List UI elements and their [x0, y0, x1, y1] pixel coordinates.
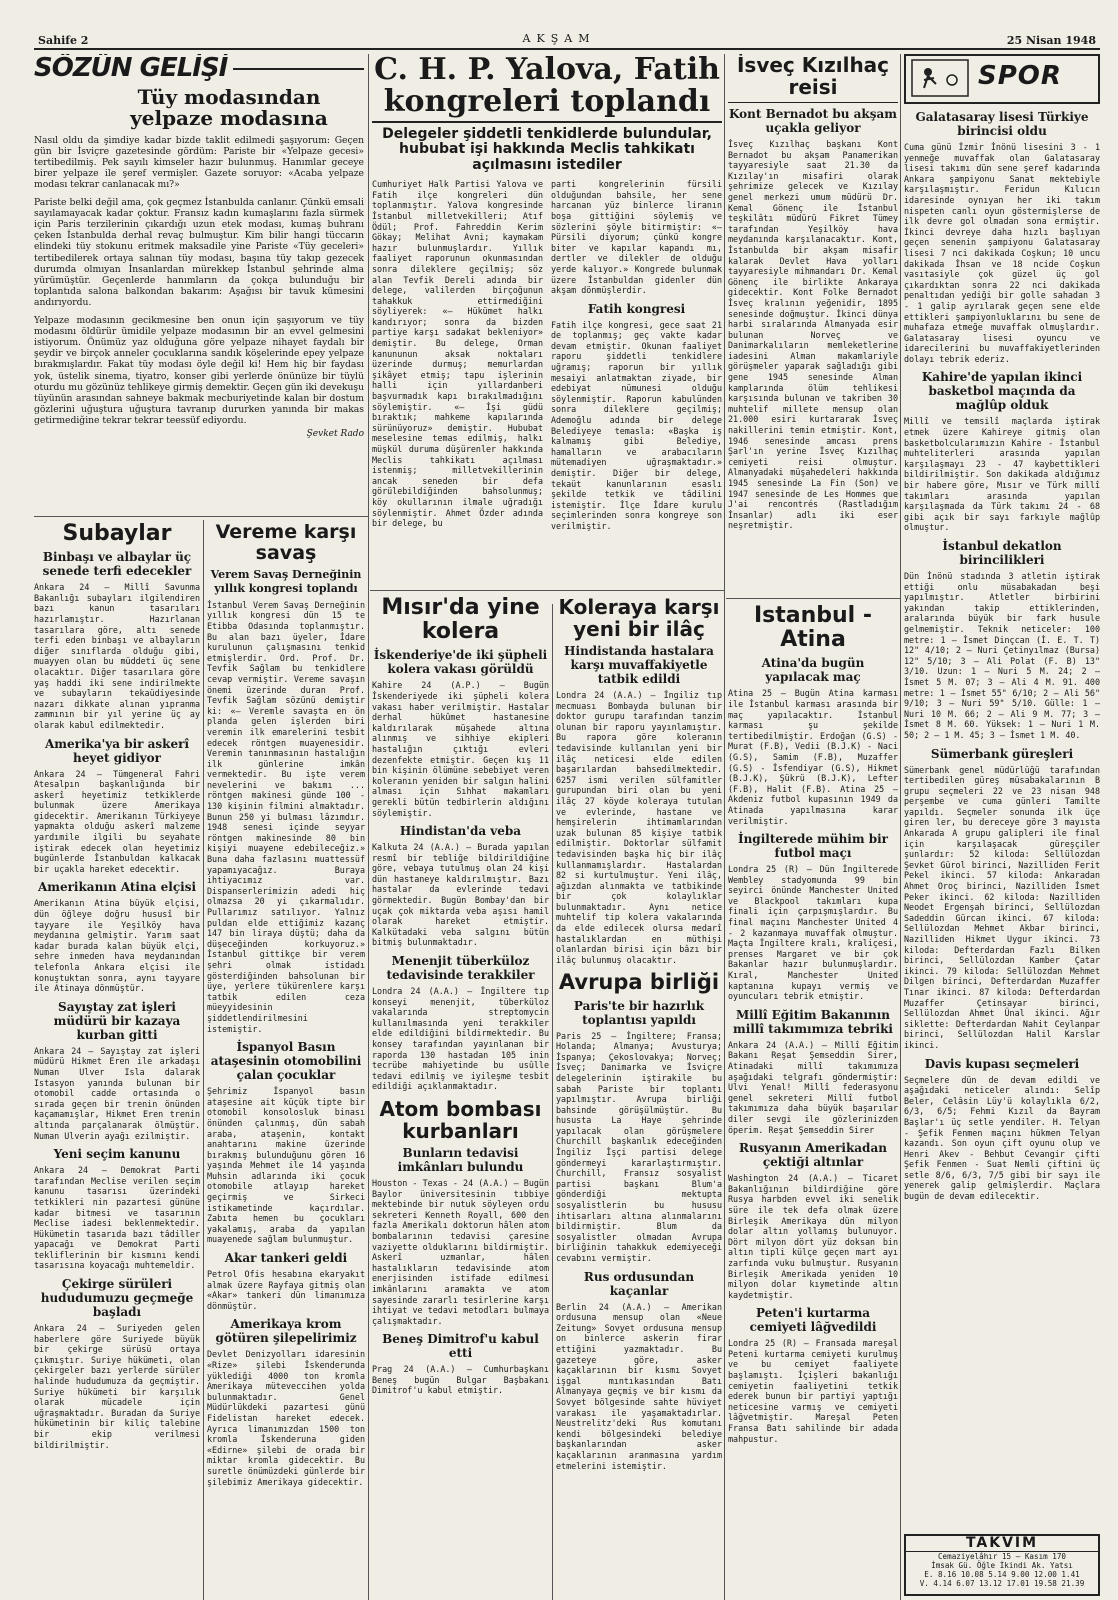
news-headline: Akar tankeri geldi	[224, 1251, 348, 1266]
section-title: İstanbul - Atina	[753, 604, 873, 653]
column-divider	[368, 54, 369, 1600]
spor-logo	[904, 54, 1100, 104]
news-body: Fatih ilçe kongresi, gece saat 21 de toplanmış; geç vakte kadar devam etmiştir. Okunan faaliyet raporu şiddetli tenkidlere uğramış; raporun bir yıllık mesaiyi anlatmaktan ziyade, bir edebiyat nümunesi olduğu söylenmiştir. Raporun kabulünden sonra dileklere geçilmiş; Ademoğlu adında bir delege Belediyeye temasla: «Başka iş kalmamış gibi Belediye, hamalların ve arabacıların mütemadiyen uğraşmaktadır.» demiştir. Diğer bir delege, tekaüt kanunlarının esaslı şekilde tetkik ve tâdilini istemiştir. İlçe İdare kurulu seçimlerinden sonra kongreye son verilmiştir.	[551, 319, 722, 531]
news-body: Ankara 24 — Demokrat Parti tarafından Meclise verilen seçim kanunu tasarısı üzerindeki tetkikleri nin pazartesi gününe kadar bitmesi ve tasarının Meclise iadesi beklenmektedir. Hükümetin tasarıda bazı tâdiller yapacağı ve Demokrat Parti tekliflerinin bir kısmını kendi tasarısına koyacağı muhtemeldir.	[34, 1165, 200, 1271]
section-title: Subaylar	[62, 522, 172, 546]
newspaper-name: AKŞAM	[522, 32, 596, 45]
news-headline: Beneş Dimitrof'u kabul etti	[382, 1332, 539, 1361]
news-headline: Hindistan'da veba	[399, 824, 522, 839]
news-body: Petrol Ofis hesabına ekaryakıt almak üzere Rayfaya gitmiş olan «Akar» tankeri dün limanımıza dönmüştür.	[207, 1269, 365, 1311]
section-divider	[370, 590, 724, 591]
takvim-title: TAKVİM	[906, 1536, 1098, 1552]
news-body: Ankara 24 (A.A.) — Millî Eğitim Bakanı Reşat Şemseddin Sirer, Atinadaki millî takımımıza aşağıdaki telgrafı göndermiştir: Ulvi Yenal! Millî federasyonu genel sekreteri Millî futbol takımımıza daha büyük başarılar diler sevgi ile gözlerinizden öperim. Reşat Şemseddin Sirer	[728, 1039, 898, 1135]
news-headline: Amerikanın Atina elçisi	[37, 880, 197, 895]
masthead	[0, 0, 1118, 47]
news-headline: Sümerbank güreşleri	[930, 746, 1074, 761]
section-subtitle: Hindistanda hastalara karşı muvaffakiyetle tatbik edildi	[564, 644, 714, 686]
news-headline: Davis kupası seçmeleri	[924, 1056, 1080, 1071]
column-divider	[203, 520, 204, 1600]
news-body: Millî ve temsilî maçlarda iştirak etmek üzere Kahireye gitmiş olan basketbolcularımızın Kahire - İstanbul muhteliterleri arasında yapılan karşılaşmayı 23 - 47 kaybettikleri bildirilmiştir. Son dakikada aldığımız bir habere göre, Mısır ve Türk millî takımları arasında yapılan karşılaşmada da Türk takımı 24 - 68 gibi açık bir sayı farkıyle mağlûp olmuştur.	[904, 416, 1100, 533]
article-paragraph: Pariste belki değil ama, çok geçmez İstanbulda canlanır. Çünkü emsali sayılamayacak kadar çoktur. Fransız kadın kumaşlarını fazla sürmek için Paris terzilerinin çıkardığı uzun etek modası, kumaş buhranı çeken İstanbulda derhal revaç bulmuştur. Kim bilir hangi tüccarın elindeki tüy stokunu eritmek maksadile yine Pariste «Tüy geceleri» tertibedilerek ortaya salınan tüy modası, başına tüy takıp gezecek durumda olmıyan İnsanlardan mürekkep İstanbul şehrinde alma yürümüştür. Geçenlerde hanımların da çokça bulunduğu bir toplantıda salona balkondan bakarım: Aşağısı bir tavuk kümesini andırıyordu.	[34, 196, 364, 309]
news-body: Sümerbank genel müdürlüğü tarafından tertibedilen güreş müsabakalarının B grupu seçmeleri 22 ve 23 nisan 948 perşembe ve cuma günleri Tamilte yapıldı. Seçmeler sonunda ilk üçe giren ler, bu dereceye göre 3 mayısta Ankarada A grupu galipleri ile final için karşılaşacak güreşçiler şunlardır: 52 kiloda: Sellülozdan Şevket Gürol birinci, Nazilliden Ferit Pekel ikinci. 57 kiloda: Ankaradan Ahmet Oroç birinci, Nazilliden İsmet Peker ikinci. 62 kiloda: Nazilliden Neodet Ergenşah birinci, Sellülozdan Sadeddin Gürcan ikinci. 67 kiloda: Sellülozdan Mehmet Akbar birinci, Nazilliden Hikmet Uygur ikinci. 73 kiloda: Defterdardan Fazlı Bilken birinci, Sellülozdan Kamber Çatar ikinci. 79 kiloda: Sellülozdan Mehmet Dilgen birinci, Defterdardan Muzaffer Tınar ikinci. 87 kiloda: Defterdardan Muzaffer Çetinsayar birinci, Sellülozdan Ahmet Ünal ikinci. Ağır siklette: Defterdardan Nahit Ceylanpar birinci, Sellülozdan Halil Karslar ikinci.	[904, 764, 1100, 1050]
takvim-row-v: V. 4.14 6.07 13.12 17.01 19.58 21.39	[919, 1579, 1085, 1589]
section-title: İsveç Kızılhaç reisi	[736, 54, 890, 99]
sozun-gelisi-article	[34, 54, 364, 514]
column-1-news	[34, 522, 200, 1598]
column-logo: SÖZÜN GELİŞİ	[34, 54, 228, 83]
news-body: Londra 24 (A.A.) — İngiliz tıp mecmuası Bombayda bulunan bir doktor gurupu tarafından tanzim olunan bir raporu yayınlamıştır. Bu rapora göre koleranın tedavisinde kullanılan yeni bir ilâç neticesi elde edilen başarılardan bahsedilmektedir. 6257 ismi verilen sülfamitler gurupundan biri olan bu yeni ilâç 27 köyde koleraya tutulan ve evlerinde, hastane ve hemşirelerin ihtimamlarından uzak bulunan 85 kişiye tatbik edilmiştir. Doktorlar sülfamit tedavisinden başka hiç bir ilâç kullanmamışlardır. Hastalardan 82 si kurtulmuştur. Yeni ilâç, ağızdan alınmakta ve tatbikinde bir çok kolaylıklar bulunmaktadır. Aynı netice muhtelif tip kolera vakalarında da elde edilecek olursa medarî hastalıklardan en müthişi olanlardan birisi için bâzı bir ilâç bulunmuş olacaktır.	[556, 690, 722, 965]
news-body: Ankara 24 — Millî Savunma Bakanlığı subayları ilgilendiren bazı kanun tasarıları hazırlamıştır. Hazırlanan tasarılara göre, altı senede terfi eden binbaşı ve albayların diğer sınıflarda olduğu gibi, muayyen olan bu müddeti üç sene olacaktır. Diğer tasarılara göre yaş haddi iki sene indirilmekte ve subayların tekaüdiyesinde nazarı dikkate alınan yıpranma zammının bir yıl yerine üç ay olarak kabul edilmektedir.	[34, 582, 200, 730]
news-body: Paris 25 — İngiltere; Fransa; Holanda; Almanya; Avusturya; İspanya; Çekoslovakya; Norveç; İsveç; Danimarka ve İsviçre delegelerinin iştirakile bu sabah Pariste bir toplantı yapılmıştır. Avrupa birliği bahsinde görüşülmüştür. Bu hususta La Haye şehrinde yapılacak olan görüşmelere Churchill başkanlık edeceğinden İngiliz İşçi partisi delege göndermeyi kararlaştırmıştır. Churchill, Fransız sosyalist partisi başkanı Blum'a gönderdiği mektupta sosyalistlerin bu hususu ihtisarları altına alınmalarını bildirmiştir. Blum da sosyalistler olmadan Avrupa birliğinin tahakkuk edemiyeceği cevabını vermiştir.	[556, 1030, 722, 1263]
section-title: Vereme karşı savaş	[215, 522, 357, 564]
news-body: Şehrimiz İspanyol basın ataşesine ait küçük tipte bir otomobil konsolosluk binası önünden çalınmış, dün sabah araba, ataşenin, kontakt anahtarını makine üzerinde bırakmış bulunduğunu gören 16 yaşında Mehmet ile 14 yaşında Muhsin adlarında iki çocuk otomobile atlayıp hareket geçirmiş ve Sirkeci istikametinde kaçırdılar. Zabıta hemen bu çocukları yakalamış, araba da yapılan muayenede sağlam bulunmuştur.	[207, 1086, 365, 1245]
section-subtitle: İskenderiye'de iki şüpheli kolera vakası görüldü	[373, 648, 548, 677]
chp-body-right	[551, 179, 722, 531]
news-headline: İngilterede mühim bir futbol maçı	[737, 832, 889, 861]
takvim-box	[904, 1534, 1100, 1596]
news-body: Kalkuta 24 (A.A.) — Burada yapılan resmî bir tebliğe bildirildiğine göre, vebaya tutulmuş olan 24 kişi dün hastaneye kaldırılmıştır. Bazı hastalar da evlerinde tedavi görmektedir. Bugün Bombay'dan bir uçak çok miktarda veba aşısı hamil olarak hareket etmiştir. Kalkütadaki veba salgını bütün bitmiş bulunmaktadır.	[372, 842, 549, 948]
news-headline: Amerikaya krom götüren şilepelirimiz	[215, 1317, 357, 1346]
section-divider	[726, 598, 900, 599]
author-signature: Şevket Rado	[306, 428, 364, 439]
column-divider	[900, 54, 901, 1600]
news-headline: Amerika'ya bir askerî heyet gidiyor	[44, 736, 190, 765]
top-rule	[34, 48, 1100, 50]
news-body: İstanbul Verem Savaş Derneğinin yıllık kongresi dün 15 te Etibba Odasında toplanmıştır. Bu alan bazı üyeler, İdare kurulunun çalışmasını tenkid etmişlerdir. Ord. Prof. Dr. Tevfik Sağlam bu tenkidlere cevap vermiştir. Vereme savaşın önemi üzerinde duran Prof. Tevfik Sağlam sözünü demiştir ki: «— Veremle savaşta en ön planda gelen işlerden biri veremin ilk emarelerini tesbit edecek röntgen muayenesidir. Veremin tanınmasının hastalığın ilk günlerine imkân vermektedir. Bu işte verem nevelerini ve bakımı ... röntgen makinesi günde 100 - 130 kişinin filmini almaktadır. Bunun 250 yi bulması lâzımdır. 1948 senesi içinde seyyar röntgen makinesinde 80 bin kişiyi muayene edebileceğiz.» Buna daha fazlasını muattessüf yapamıyacağız. Buraya ihtiyacımız var. Dispanserlerimizin adedi hiç olmazsa 20 yi çıkarmalıdır. Pullarımız satılıyor. Yalnız puldan elde ettiğimiz kazanç 147 bin liraya düştü; daha da düşeceğinden korkuyoruz.» İstanbul gittikçe bir verem şehri olmak istidadı gösterdiğinden bahsolunan bir üye, yerlere tükürenlere karşı tatbik edilen ceza müeyyidesinin şiddetlendirilmesini istemiştir.	[207, 599, 365, 1034]
main-headline: C. H. P. Yalova, Fatih kongreleri toplandı	[374, 54, 720, 119]
header-rule	[233, 68, 364, 70]
takvim-subtitle: Cemaziyelâhır 15 — Kasım 170	[937, 1552, 1066, 1562]
column-misir	[372, 596, 549, 1598]
news-headline: Sayıştay zat işleri müdürü bir kazaya kurban gitti	[53, 999, 181, 1042]
section-title: Koleraya karşı yeni bir ilâç	[558, 596, 720, 641]
news-body: Cumhuriyet Halk Partisi Yalova ve Fatih ilçe kongreleri dün toplanmıştır. Yalova kongresinde İstanbul milletvekilleri; Atıf Ödül; Prof. Fahreddin Kerim Gökay; Melihat Avni; kaymakam hazır bulunmuşlardır. Yıllık faaliyet raporunun okunmasından sonra dileklere geçilmiş; söz alan Tevfik Dereli adında bir delege, valilerden birçoğunun tahakkuk ettirmediğini söyliyerek: «— Hükümet halkı kandırıyor; sonra da bizden partiye karşı sadakat bekleniyor» demiştir. Bu delege, Orman kanununun aksak noktaları üzerinde durmuş; memurlardan şikâyet etmiş; tapu işlerinin halli için yıllardanberi başvurmadık kapı bırakılmadığını söylemiştir. «— İşi güdü bıraktık; mahkeme kapılarında sürünüyoruz» demiştir. Hububat meselesine temas edilmiş, halkı müşkül duruma düşürenler hakkında Meclis tahkikatı açılması istenmiş; milletvekillerinin ancak seneden bir defa görülebildiğinden bahsolunmuş; köy okullarının ilmale uğradığı söylenmiştir. Ahmet Özder adında bir delege, bu	[372, 179, 543, 529]
news-body: Prag 24 (A.A.) — Cumhurbaşkanı Beneş bugün Bulgar Başbakanı Dimitrof'u kabul etmiştir.	[372, 1364, 549, 1396]
section-title: Atom bombası kurbanları	[379, 1096, 542, 1143]
news-headline: Fatih kongresi	[587, 301, 686, 316]
news-body: İsveç Kızılhaç başkanı Kont Bernadot bu akşam Panamerikan tayyaresiyle saat 21.30 da Kızılay'ın misafiri olarak şehrimize gelecek ve Kızılay genel merkezi umum müdürü Dr. Kemal Gönenç ile İstanbul teşkilâtı müdürü Fikret Tümey tarafından Yeşilköy hava meydanında karşılanacaktır. Kont, İstanbulda bir akşam misafir kalarak Devlet Hava yolları tayyaresiyle mihmandarı Dr. Kemal Gönenç ile birlikte Ankaraya gidecektir. Kont Folke Bernadot İsveç kralının yeğenidir, 1895 senesinde doğmuştur. İkinci dünya harbi sıralarında Almanyada esir bulunan Norveç ve Danimarkalıların memleketlerine iadesini Alman makamlariyle görüşmeler yaparak sağladığı gibi gene 1945 senesinde Alman kamplarında ölüm tehlikesi karşısında bulunan ve takriben 30 muhtelif millete mensup olan 21.000 esiri kurtararak İsveç nakillerini temin etmiştir. Kont, 1946 senesinde amcası prens Şarl'ın yerine İsveç Kızılhaç cemiyeti reisi olmuştur. Almanyadaki müşahedeleri hakkında 1945 senesinde La Fin (Son) ve 1947 senesinde de Les Hommes que J'ai rencontrés (Rastladığım İnsanlar) adlı iki eser neşretmiştir.	[728, 139, 898, 531]
news-body: Kahire 24 (A.P.) — Bugün İskenderiyede iki şüpheli kolera vakası haber verilmiştir. Hastalar derhal hükûmet hastanesine kaldırılarak müşahede altına alınmış ve sihhiye ekipleri hastalığın çıktığı evleri dezenfekte etmiştir. Geçen kış 11 bin kişinin ölümüne sebebiyet veren koleranın yeniden bir salgın halini alması için Sıhhat makamları gerekli bütün tedbirlerin aldığını söylemiştir.	[372, 680, 549, 818]
section-title: Mısır'da yine kolera	[381, 596, 540, 645]
headline-rule	[728, 102, 898, 103]
section-subtitle: Atina'da bugün yapılacak maç	[761, 656, 865, 685]
chp-body-left	[372, 179, 543, 531]
page-number: Sahife 2	[38, 34, 89, 47]
section-subtitle: Paris'te bir hazırlık toplantısı yapıldı	[573, 998, 705, 1027]
issue-date: 25 Nisan 1948	[1006, 34, 1096, 47]
news-body: Ankara 24 — Tümgeneral Fahri Atesalpın başkanlığında bir askerî heyetimiz tetkiklerde bulunmak üzere Amerikaya gidecektir. Amerikanın Türkiyeye yapmakta olduğu askerî malzeme yardımile ilgili bu seyahate iştirak edecek olan heyetimiz bugünlerde İstanbuldan kalkacak bir uçakla hareket edecektir.	[34, 768, 200, 874]
section-title: Avrupa birliği	[558, 970, 720, 995]
news-body: Londra 24 (A.A.) — İngiltere tıp konseyi menenjit, tüberküloz vakalarında streptomycin kullanılmasında yeni terakkiler elde edildiğini bildirmektedir. Bu konsey tarafından yayınlanan bir raporda 130 hastadan 105 inin tecrübe mahiyetinde bu usûlle tedavi edilmiş ve iyileşme tesbit edildiği açıklanmaktadır.	[372, 986, 549, 1092]
takvim-header: İmsak Gü. Öğle İkindi Ak. Yatsı	[931, 1561, 1073, 1571]
article-paragraph: Yelpaze modasının gecikmesine ben onun için şaşıyorum ve tüy modasını öldürür ümidile yelpaze modasının bir an evvel gelmesini istiyorum. Önümüz yaz olduğuna göre yelpaze nihayet faydalı bir şeydir ve birçok anneler çocuklarına sandık köşelerinde epey yelpaze bırakmışlardır. Fakat tüy modası öyle değil ki! Hem hiç bir faydası yok, üstelik sinema, tiyatro, konser gibi yerlerde önünüze bir tüylü oturdu mu gözünüz tehlikeye girmiş demektir. Geçen gün iki devekuşu tüyünün arasından sahneye bakmak mecburiyetinde kalan bir dostum gözlerini uğuştura uğuştura tavranıp dururken yanında bir makas getirmediğine tekrar tekrar teessüf ediyordu.	[34, 314, 364, 427]
chp-article	[372, 54, 722, 588]
news-body: Amerikanın Atina büyük elçisi, dün öğleye doğru hususî bir tayyare ile Yeşilköy hava meydanına gelmiştir. Yarım saat kadar burada kalan büyük elçi, sehre inmeden hava meydanından telefonla Ankara elçisi ile konuştuktan sonra, aynı tayyare ile Atinaya dönmüştür.	[34, 898, 200, 994]
section-subtitle: Bunların tedavisi imkânları bulundu	[397, 1145, 524, 1174]
news-headline: Yeni seçim kanunu	[53, 1147, 181, 1162]
news-headline: Millî Eğitim Bakanının millî takımımıza tebriki	[733, 1007, 893, 1036]
news-body: Londra 25 (R) — Dün İngilterede Wembley stadyomunda 99 bin seyirci önünde Manchester United ve Blackpool takımları kupa finali için çarpışmışlardır. Bu final maçını Manchester United 4 - 2 kazanmaya muvaffak olmuştur. Maçta İngiltere kralı, kraliçesi, prenses Margaret ve bir çok Bakanlar hazır bulunmuşlardır. Kıral, Manchester United kaptanına kupayı vermiş ve oyuncuları tebrik etmiştir.	[728, 864, 898, 1002]
news-body: Seçmelere dün de devam edildi ve aşağıdaki neticeler alındı: Selîp Beler, Celâsin Lüy'ü kolaylıkla 6/2, 6/3, 6/5; Fehmi Kızıl da Bayram Başlar'ı üç setle yendiler. H. Telyan - Şefik Fenmen maçını hükmen Telyan kazandı. Son oyun çift oyunu olup ve Henri Akev - Behbut Cevangir çifti Şefik Fenmen - Suat Nemli çiftini üç setle 8/6, 6/3, 7/5 gibi bir sayı ile yenerek galip gelmişlerdir. Maçlara bugün de devam edilecektir.	[904, 1074, 1100, 1202]
news-headline: İspanyol Basın ataşesinin otomobilini çalan çocuklar	[210, 1040, 362, 1083]
news-headline: İstanbul dekatlon birincilikleri	[942, 539, 1062, 567]
isvec-article	[728, 54, 898, 594]
news-body: Dün İnönü stadında 3 atletin iştirak ettiği onlu müsabakadan beşi yapılmıştır. Atletler birbirini yakından takip ettiklerinden, aralarında büyük bir fark husule gelmemiştir. Teknik neticeler: 100 metre: 1 — İsmet Dinçcan (İ. E. T. T) 12" 4/10; 2 — Nuri Çetinyılmaz (Bursa) 12" 5/10; 3 — Ali Polat (F. B) 13" 3/10. Uzun: 1 — Nuri 5 M. 24; 2 — İsmet 5 M. 07; 3 — Ali 4 M. 91. 400 metre: 1 — İsmet 55" 6/10; 2 — Ali 56" 9/10; 3 — Nuri 59" 5/10. Gülle: 1 — Nuri 10 M. 66; 2 — Ali 9 M. 77; 3 — İsmet 8 M. 60. Yüksek: 1 — Nuri 1 M. 50; 2 — 1 M. 45; 3 — İsmet 1 M. 40.	[904, 571, 1100, 740]
spor-logo-text: SPOR	[978, 61, 1062, 91]
chp-body-columns	[372, 179, 722, 531]
news-headline: Kahire'de yapılan ikinci basketbol maçında da mağlûp olduk	[921, 370, 1083, 413]
section-subtitle: Kont Bernadot bu akşam uçakla geliyor	[729, 107, 897, 135]
headline-rule	[372, 121, 722, 123]
article-paragraph: Nasıl oldu da şimdiye kadar bizde taklit edilmedi şaşıyorum: Geçen gün bir İsviçre gazetesinde gördüm: Pariste bir «Yelpaze gecesi» tertibedilmiş. Pek sayılı kimseler hazır bulunmuş. Hanımlar geceye birer yelpaze ile şeref vermişler. Gazete soruyor: «Acaba yelpaze modası tekrar canlanacak mı?»	[34, 134, 364, 191]
section-subtitle: Binbaşı ve albaylar üç senede terfi edecekler	[42, 550, 192, 579]
column-kolera	[556, 596, 722, 1598]
column-divider	[552, 604, 553, 1600]
news-body: Ankara 24 — Sayıştay zat işleri müdürü Hikmet Eren ile arkadaşı Numan Ulver Isla dalarak Istasyon yanında bulunan bir otomobil cadde ortasında o sırada geçen bir trenin önünden kaçamamışlar, Hikmet Eren trenin altında parçalanarak ölmüştür. Numan Ulverin ayağı ezilmiştir.	[34, 1045, 200, 1141]
news-headline: Menenjit tüberküloz tedavisinde terakkiler	[386, 954, 535, 983]
news-headline: Rus ordusundan kaçanlar	[583, 1269, 695, 1298]
news-body: parti kongrelerinin fürsili olduğundan bahsile, her sene harcanan yüz binlerce liranın boşa gittiğini söylemiş ve sözlerini şöyle bitirmiştir: «— Pürsili diyorum; çünkü kongre biter ve kapılar kapandı mı, dertler ve dilekler de olduğu yerde kalıyor.» Kongrede bulunmak üzere İstanbuldan gidenler dün akşam dönmüşlerdir.	[551, 179, 722, 296]
news-headline: Rusyanın Amerikadan çektiği altınlar	[739, 1141, 887, 1170]
section-subtitle: Verem Savaş Derneğinin yıllık kongresi toplandı	[210, 567, 362, 595]
column-spor	[904, 54, 1100, 1534]
main-subheadline: Delegeler şiddetli tenkidlerde bulundular, hububat işi hakkında Meclis tahkikatı açılmasını istediler	[382, 126, 712, 173]
takvim-row-e: E. 8.16 10.08 5.14 9.00 12.00 1.41	[924, 1570, 1080, 1580]
news-body: Cuma günü İzmir İnönü lisesini 3 - 1 yenmeğe muvaffak olan Galatasaray lisesi takımı dün sene şeref kadarında Ankara şampiyonu Sanat mektebiyle karşılaşmıştır. Feridun Kılıcın idaresinde oynıyan her iki takım nispeten canlı oyun göstermişlerse de ilk devre gol olmadan sona ermiştir. İkinci devreye daha hızlı başlıyan geçen senenin şampiyonu Galatasaray lisesi 7 nci dakikada Coşkun; 10 uncu dakikada İhsan ve 18 ncide Coşkun vasıtasiyle çok güzel üç gol çıkardıktan sonra 22 nci dakikada penaltıdan yediği bir golle sahadan 3 - 1 galip ayrılarak geçen sene elde ettikleri şampiyonluklarını bu sene de muhafaza etmeğe muvaffak olmuşlardır. Galatasaray lisesi oyuncu ve idarecilerini bu muvaffakiyetlerinden dolayı tebrik ederiz.	[904, 142, 1100, 364]
column-spor-news	[728, 604, 898, 1598]
news-headline: Galatasaray lisesi Türkiye birincisi oldu	[915, 110, 1089, 138]
news-headline: Çekirge sürüleri hududumuzu geçmeğe başladı	[40, 1277, 194, 1320]
section-divider	[34, 516, 368, 517]
athletes-icon	[910, 58, 970, 98]
sozun-gelisi-header	[34, 54, 364, 83]
news-body: Devlet Denizyolları idaresinin «Rize» şilebi İskenderunda yüklediği 4000 ton kromla Amerikaya müteveccihen yolda bulunmaktadır. Genel Müdürlükdeki pazartesi günü Fidelistan hareket edecek. Ayrıca limanımızdan 1500 ton kromla İskenderuna giden «Edirne» şilebi de orada bir miktar kromla gidecektir. Bu suretle önümüzdeki günlerde bir şilebimiz Amerikaya gidecektir.	[207, 1349, 365, 1487]
news-body: Berlin 24 (A.A.) — Amerikan ordusuna mensup olan «Neue Zeitung» Sovyet ordusuna mensup on binlerce askerin firar ettiğini yazmaktadır. Bu gazeteye göre, asker kaçaklarının bir kısmı Sovyet işgal mıntıkasından Batı Almanyaya geçmiş ve bir kısmı da Sovyet bölgesinde sahte hüviyet varakası ile yaşamaktadırlar. Neustrelitz'deki Rus komutanı kendi bölgesindeki belediye başkanlarından asker kaçaklarının aranmasına yardım etmelerini istemiştir.	[556, 1301, 722, 1471]
news-headline: Peten'i kurtarma cemiyeti lâğvedildi	[749, 1306, 877, 1335]
column-divider	[724, 54, 725, 1600]
news-body: Londra 25 (R) — Fransada mareşal Peteni kurtarma cemiyeti kurulmuş ve bu cemiyet faaliyete başlamıştı. İçişleri bakanlığı cemiyetin faaliyetini tetkik ederek bunun bir partiyi yaptığı neticesine varmış ve cemiyeti lâğvetmiştir. Mareşal Peten Fransa Batı sahilinde bir adada mahpustur.	[728, 1338, 898, 1444]
news-body: Atina 25 — Bugün Atina karması ile İstanbul karması arasında bir maç yapılacaktır. İstanbul karması şu şekilde tertibedilmiştir. Erdoğan (G.S) - Murat (F.B), Vedii (B.J.K) - Naci (G.S), Samim (F.B), Muzaffer (G.S) - İsfendiyar (G.S), Hikmet (B.J.K), Şükrü (B.J.K), Lefter (F.B), Halit (F.B). Atina 25 — Akdeniz futbol kupasının 1949 da Atinada yapılmasına karar verilmiştir.	[728, 688, 898, 826]
news-body: Ankara 24 — Suriyeden gelen haberlere göre Suriyede büyük bir çekirge sürüsü ortaya çıkmıştır. Suriye hükümeti, olan çekirgeler bazı yerlerde sürüler halinde hududumuza da geçmiştir. Suriye hükümeti bir karşılık olarak mücadele için uğraşmaktadır. Buradan da Suriye hükümetinin bir kiliç talebine bir ekip verilmesi bildirilmiştir.	[34, 1323, 200, 1450]
column-verem	[207, 522, 365, 1598]
news-body: Houston - Texas - 24 (A.A.) — Bugün Baylor üniversitesinin tıbbiye mektebinde bir nutuk söyleyen ordu sekreteri Kenneth Royall, 600 den fazla Amerikalı doktorun hâlen atom bombalarının tedavisi çaresine vaziyette olduklarını bildirmiştir. Askerî uzmanlar, hâlen hastalıkların tedavisinde atom enerjisinden istifade edilmesi imkânlarını aramakta ve atom sayesinde zararlı tesirlerine karşı ihtiyat ve tedavi metodları bulmaya çalışmaktadır.	[372, 1177, 549, 1326]
article-title: Tüy modasından yelpaze modasına	[130, 84, 328, 130]
news-body: Washington 24 (A.A.) — Ticaret Bakanlığının bildirdiğine göre Rusya harbden evvel iki senelik süre ile tek defa olmak üzere Birleşik Amerikaya dün milyon dolar altın yollamış bulunuyor. Dört milyon dört yüz doksan bin altın tipli külçe geçen mart ayı zarfında vuku bulmuştur. Rusyanın Birleşik Amerikada yeniden 10 milyon dolar kıymetinde altın kaydetmiştir.	[728, 1173, 898, 1300]
